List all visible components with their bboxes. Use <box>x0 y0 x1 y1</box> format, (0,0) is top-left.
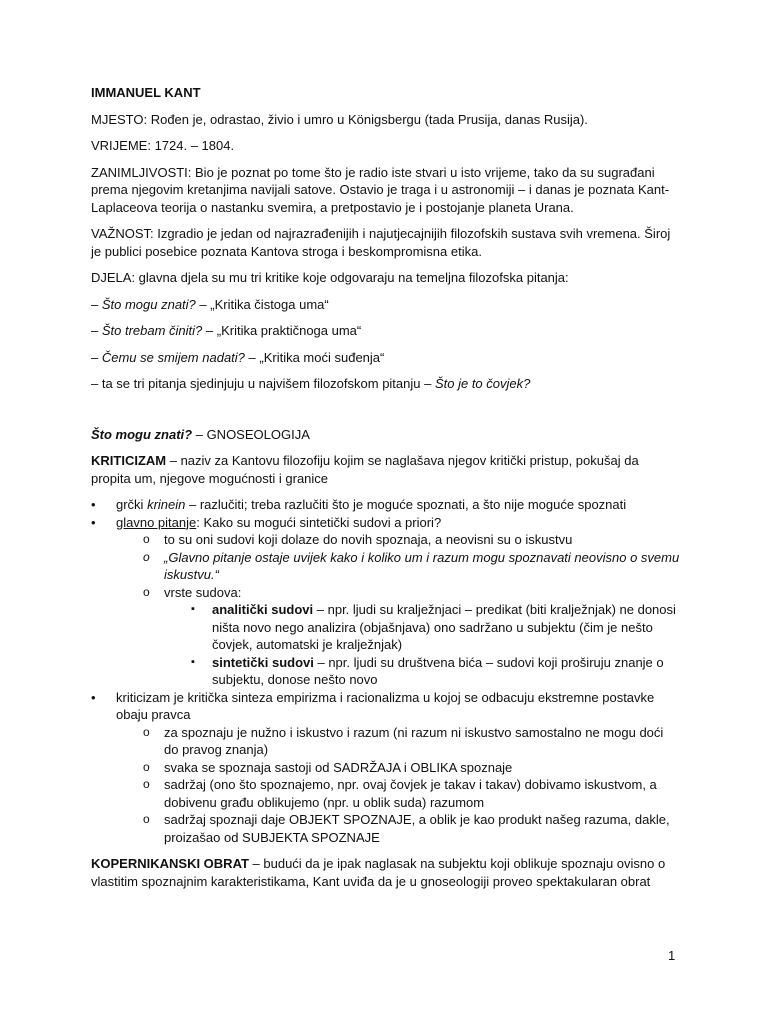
zanimljivosti-paragraph: ZANIMLJIVOSTI: Bio je poznat po tome što je radio iste stvari u isto vrijeme, tako da su sugrađani prema njegovim kretanjima navijali satove. Ostavio je traga i u astronomiji – i danas je poznata Kant-Laplaceova teorija o nastanku svemira, a pretpostavio je i postojanje planeta Urana. <box>91 164 670 215</box>
sub-list-item: o vrste sudova: ▪ analitički sudovi – npr. ljudi su kralježnjaci – predikat (biti kralježnjak) ne donosi ništa novo nego analizira (objašnjava) ono sadržano u subjektu (čim je nešto čovjek, automatski je kralježnjak) ▪ sintetički sudovi – npr. ljudi su društvena bića – sudovi koji proširuju znanje o subjektu, donose nešto novo <box>141 584 681 689</box>
question-line-1: – Što mogu znati? – „Kritika čistoga uma“ <box>91 296 329 312</box>
question-line-3: – Čemu se smijem nadati? – „Kritika moći suđenja“ <box>91 349 385 365</box>
sub-list-item: o sadržaj spoznaji daje OBJEKT SPOZNAJE, a oblik je kao produkt našeg razuma, dakle, proizašao od SUBJEKTA SPOZNAJE <box>141 811 681 846</box>
sub-list <box>116 531 681 689</box>
document-title: IMMANUEL KANT <box>91 85 201 100</box>
question-line-4: – ta se tri pitanja sjedinjuju u najvišem filozofskom pitanju – Što je to čovjek? <box>91 376 531 391</box>
document-page <box>91 84 681 899</box>
sub-sub-list-item: ▪ sintetički sudovi – npr. ljudi su društvena bića – sudovi koji proširuju znanje o subjektu, donose nešto novo <box>189 654 681 689</box>
sub-list-item: o svaka se spoznaja sastoji od SADRŽAJA i OBLIKA spoznaje <box>141 759 681 777</box>
sub-list-item: o to su oni sudovi koji dolaze do novih spoznaja, a neovisni su o iskustvu <box>141 531 681 549</box>
question-line-2: – Što trebam činiti? – „Kritika praktičnoga uma“ <box>91 323 362 338</box>
sub-sub-list <box>164 601 681 689</box>
section-heading: Što mogu znati? – GNOSEOLOGIJA <box>91 426 310 442</box>
list-item: • kriticizam je kritička sinteza empirizma i racionalizma u kojoj se odbacuju ekstremne postavke obaju pravca o za spoznaju je nužno i iskustvo i razum (ni razum ni iskustvo samostalno ne mogu doći do pravog znanja) o svaka se spoznaja sastoji od SADRŽAJA i OBLIKA spoznaje o sadržaj (ono što spoznajemo, npr. ovaj čovjek je takav i takav) dobivamo iskustvom, a dobivenu građu oblikujemo (npr. u oblik suda) razumom o sadržaj spoznaji daje OBJEKT SPOZNAJE, a oblik je kao produkt našeg razuma, dakle, proizašao od SUBJEKTA SPOZNAJE <box>91 689 681 847</box>
sub-list <box>116 724 681 847</box>
mjesto-paragraph: MJESTO: Rođen je, odrastao, živio i umro u Königsbergu (tada Prusija, danas Rusija). <box>91 111 588 127</box>
sub-list-item: o sadržaj (ono što spoznajemo, npr. ovaj čovjek je takav i takav) dobivamo iskustvom, a dobivenu građu oblikujemo (npr. u oblik suda) razumom <box>141 776 681 811</box>
vrijeme-paragraph: VRIJEME: 1724. – 1804. <box>91 138 235 153</box>
sub-sub-list-item: ▪ analitički sudovi – npr. ljudi su kralježnjaci – predikat (biti kralježnjak) ne donosi ništa novo nego analizira (objašnjava) ono sadržano u subjektu (čim je nešto čovjek, automatski je kralježnjak) <box>189 601 681 654</box>
vaznost-paragraph: VAŽNOST: Izgradio je jedan od najrazrađenijih i najutjecajnijih filozofskih sustava svih vremena. Široj je publici posebice poznata Kantova stroga i beskompromisna etika. <box>91 226 671 259</box>
page-number: 1 <box>668 948 676 963</box>
djela-paragraph: DJELA: glavna djela su mu tri kritike koje odgovaraju na temeljna filozofska pitanja: <box>91 270 569 285</box>
bullet-list <box>91 496 681 846</box>
list-item: • glavno pitanje: Kako su mogući sintetički sudovi a priori? o to su oni sudovi koji dolaze do novih spoznaja, a neovisni su o iskustvu o „Glavno pitanje ostaje uvijek kako i koliko um i razum mogu spoznavati neovisno o svemu iskustvu.“ o vrste sudova: ▪ analitički sudovi – npr. ljudi su kralježnjaci – predikat (biti kralježnjak) ne donosi ništa novo nego analizira (objašnjava) ono sadržano u subjektu (čim je nešto čovjek, automatski je kralježnjak) ▪ sintetički sudovi – npr. ljudi su društvena bića – sudovi koji proširuju znanje o subjektu, donose nešto novo <box>91 514 681 689</box>
kriticizam-paragraph: KRITICIZAM – naziv za Kantovu filozofiju kojim se naglašava njegov kritički pristup, pokušaj da propita um, njegove mogućnosti i granice <box>91 453 639 486</box>
list-item: • grčki krinein – razlučiti; treba razlučiti što je moguće spoznati, a što nije moguće spoznati <box>91 496 681 514</box>
sub-list-item: o „Glavno pitanje ostaje uvijek kako i koliko um i razum mogu spoznavati neovisno o svemu iskustvu.“ <box>141 549 681 584</box>
kopernikanski-paragraph: KOPERNIKANSKI OBRAT – budući da je ipak naglasak na subjektu koji oblikuje spoznaju ovisno o vlastitim spoznajnim karakteristikama, Kant uviđa da je u gnoseologiji proveo spektakularan obrat <box>91 856 666 889</box>
sub-list-item: o za spoznaju je nužno i iskustvo i razum (ni razum ni iskustvo samostalno ne mogu doći do pravog znanja) <box>141 724 681 759</box>
